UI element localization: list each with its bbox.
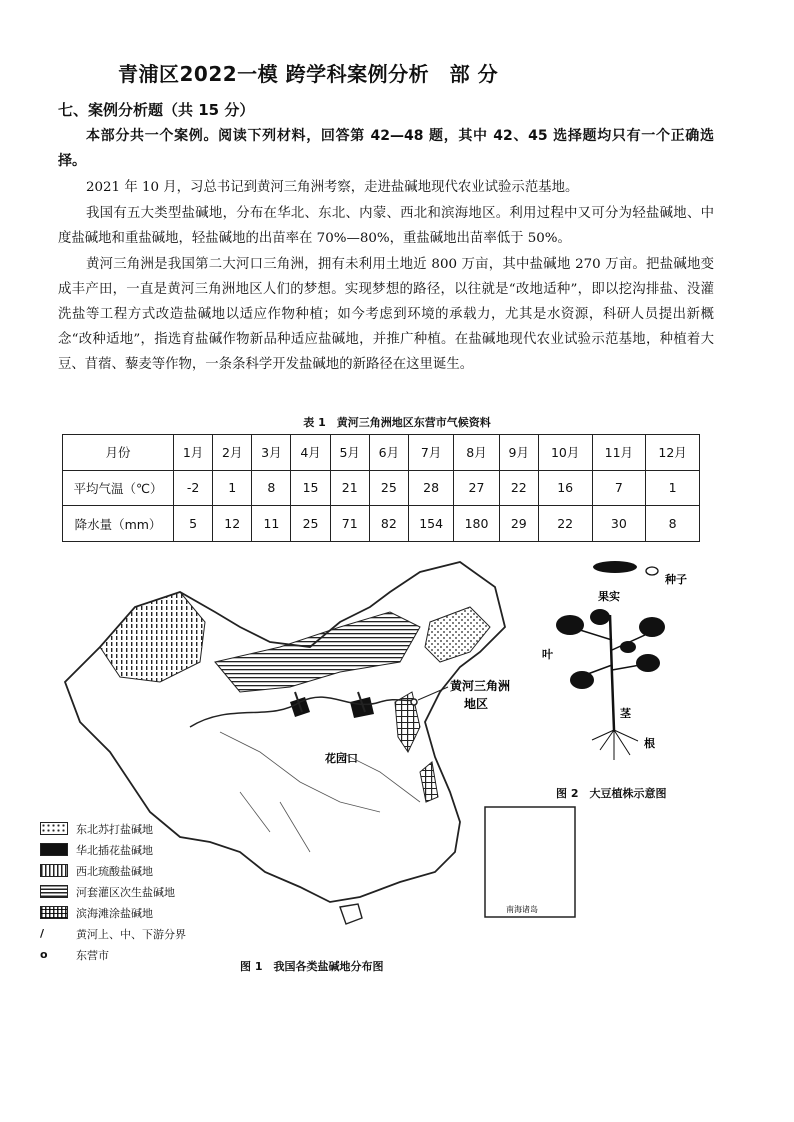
legend-item-ne <box>40 818 230 839</box>
month-cell: 9月 <box>499 435 538 471</box>
dots-swatch-icon <box>40 822 68 835</box>
paragraph-3: 黄河三角洲是我国第二大河口三角洲，拥有未利用土地近 800 万亩，其中盐碱地 270 万亩。把盐碱地变成丰产田，一直是黄河三角洲地区人们的梦想。实现梦想的路径，以往就是“改地适种”，即以挖沟排盐、没灌洗盐等工程方式改造盐碱地以适应作物种植；如今考虑到环境的承载力，尤其是水资源，科研人员提出新概念“改种适地”，指选育盐碱作物新品种适应盐碱地，并推广种植。在盐碱地现代农业试验示范基地，种植着大豆、苜蓿、藜麦等作物，一条条科学开发盐碱地的新路径在这里诞生。 <box>58 257 714 372</box>
leaf-icon-5 <box>570 671 594 689</box>
label-stem: 茎 <box>620 707 631 720</box>
table-header-label: 月份 <box>63 435 174 471</box>
legend-label: 西北琉酸盐碱地 <box>76 864 153 878</box>
solid-swatch-icon <box>40 843 68 856</box>
month-cell: 4月 <box>291 435 330 471</box>
month-cell: 12月 <box>646 435 700 471</box>
legend-label: 华北插花盐碱地 <box>76 843 153 857</box>
temp-cell: 25 <box>369 470 408 506</box>
temp-cell: 22 <box>499 470 538 506</box>
leaf-icon-3 <box>590 609 610 625</box>
vertical-swatch-icon <box>40 864 68 877</box>
dongying-marker <box>411 699 417 705</box>
south-china-sea-inset <box>485 807 575 917</box>
label-seed: 种子 <box>665 573 687 586</box>
map-legend <box>40 818 230 978</box>
legend-label: 东北苏打盐碱地 <box>76 822 153 836</box>
month-cell: 1月 <box>174 435 213 471</box>
precip-cell: 11 <box>252 506 291 542</box>
legend-item-boundary <box>40 923 230 944</box>
temp-cell: 8 <box>252 470 291 506</box>
paragraph-1: 2021 年 10 月，习总书记到黄河三角洲考察，走进盐碱地现代农业试验示范基地。 <box>86 180 579 195</box>
root-lines <box>592 730 638 760</box>
leaf-icon-4 <box>636 654 660 672</box>
seed-icon <box>646 567 658 575</box>
horizontal-swatch-icon <box>40 885 68 898</box>
legend-item-dongying <box>40 944 230 965</box>
month-cell: 2月 <box>213 435 252 471</box>
map-label-huayuankou: 花园口 <box>325 752 358 765</box>
page-title: 青浦区2022一模 跨学科案例分析 部 分 <box>118 62 499 86</box>
leaf-icon-1 <box>556 615 584 635</box>
month-cell: 5月 <box>330 435 369 471</box>
temp-cell: 15 <box>291 470 330 506</box>
temp-cell: 28 <box>408 470 453 506</box>
table-row-temperature <box>63 470 700 506</box>
intro-paragraph: 本部分共一个案例。阅读下列材料，回答第 42—48 题，其中 42、45 选择题均只有一个正确选择。 <box>58 128 714 169</box>
figure-2-caption: 图 2 大豆植株示意图 <box>556 787 667 800</box>
temperature-label: 平均气温（℃） <box>63 470 174 506</box>
month-cell: 6月 <box>369 435 408 471</box>
paragraph-2: 我国有五大类型盐碱地，分布在华北、东北、内蒙、西北和滨海地区。利用过程中又可分为轻盐碱地、中度盐碱地和重盐碱地，轻盐碱地的出苗率在 70%—80%，重盐碱地出苗率低于 50%。 <box>58 206 714 246</box>
temp-cell: 21 <box>330 470 369 506</box>
precip-cell: 82 <box>369 506 408 542</box>
grid-swatch-icon <box>40 906 68 919</box>
precip-cell: 180 <box>454 506 499 542</box>
temp-cell: 7 <box>592 470 646 506</box>
precip-cell: 30 <box>592 506 646 542</box>
seed-pod-icon <box>593 561 637 573</box>
temp-cell: 16 <box>538 470 592 506</box>
soybean-plant-figure <box>540 555 740 775</box>
legend-label: 滨海滩涂盐碱地 <box>76 906 153 920</box>
legend-label: 河套灌区次生盐碱地 <box>76 885 175 899</box>
precip-cell: 29 <box>499 506 538 542</box>
legend-label: 黄河上、中、下游分界 <box>76 927 186 941</box>
temp-cell: 1 <box>213 470 252 506</box>
leaf-icon-2 <box>639 617 665 637</box>
legend-item-hetao <box>40 881 230 902</box>
precipitation-label: 降水量（mm） <box>63 506 174 542</box>
figure-1-caption: 图 1 我国各类盐碱地分布图 <box>240 960 384 973</box>
month-cell: 11月 <box>592 435 646 471</box>
table-caption: 表 1 黄河三角洲地区东营市气候资料 <box>303 416 491 429</box>
precip-cell: 71 <box>330 506 369 542</box>
month-cell: 8月 <box>454 435 499 471</box>
month-cell: 3月 <box>252 435 291 471</box>
circle-icon: o <box>40 948 48 961</box>
label-root: 根 <box>644 737 655 750</box>
leaf-icon-6 <box>620 641 636 653</box>
legend-item-nw <box>40 860 230 881</box>
precip-cell: 8 <box>646 506 700 542</box>
label-fruit: 果实 <box>598 590 620 603</box>
month-cell: 10月 <box>538 435 592 471</box>
map-label-delta: 黄河三角洲 <box>450 679 511 693</box>
temp-cell: 1 <box>646 470 700 506</box>
climate-table <box>62 434 700 542</box>
table-row-months <box>63 435 700 471</box>
legend-item-huabei <box>40 839 230 860</box>
precip-cell: 12 <box>213 506 252 542</box>
temp-cell: 27 <box>454 470 499 506</box>
temp-cell: -2 <box>174 470 213 506</box>
slash-icon: / <box>40 927 45 940</box>
label-leaf: 叶 <box>542 648 553 661</box>
legend-label: 东营市 <box>76 948 109 962</box>
map-label-delta-2: 地区 <box>464 697 489 711</box>
precip-cell: 25 <box>291 506 330 542</box>
hainan-outline <box>340 904 362 924</box>
inset-label: 南海诸岛 <box>506 905 538 914</box>
legend-item-coastal <box>40 902 230 923</box>
month-cell: 7月 <box>408 435 453 471</box>
precip-cell: 5 <box>174 506 213 542</box>
section-heading: 七、案例分析题（共 15 分） <box>58 101 255 119</box>
precip-cell: 22 <box>538 506 592 542</box>
stem-line <box>610 615 614 730</box>
table-row-precipitation <box>63 506 700 542</box>
precip-cell: 154 <box>408 506 453 542</box>
